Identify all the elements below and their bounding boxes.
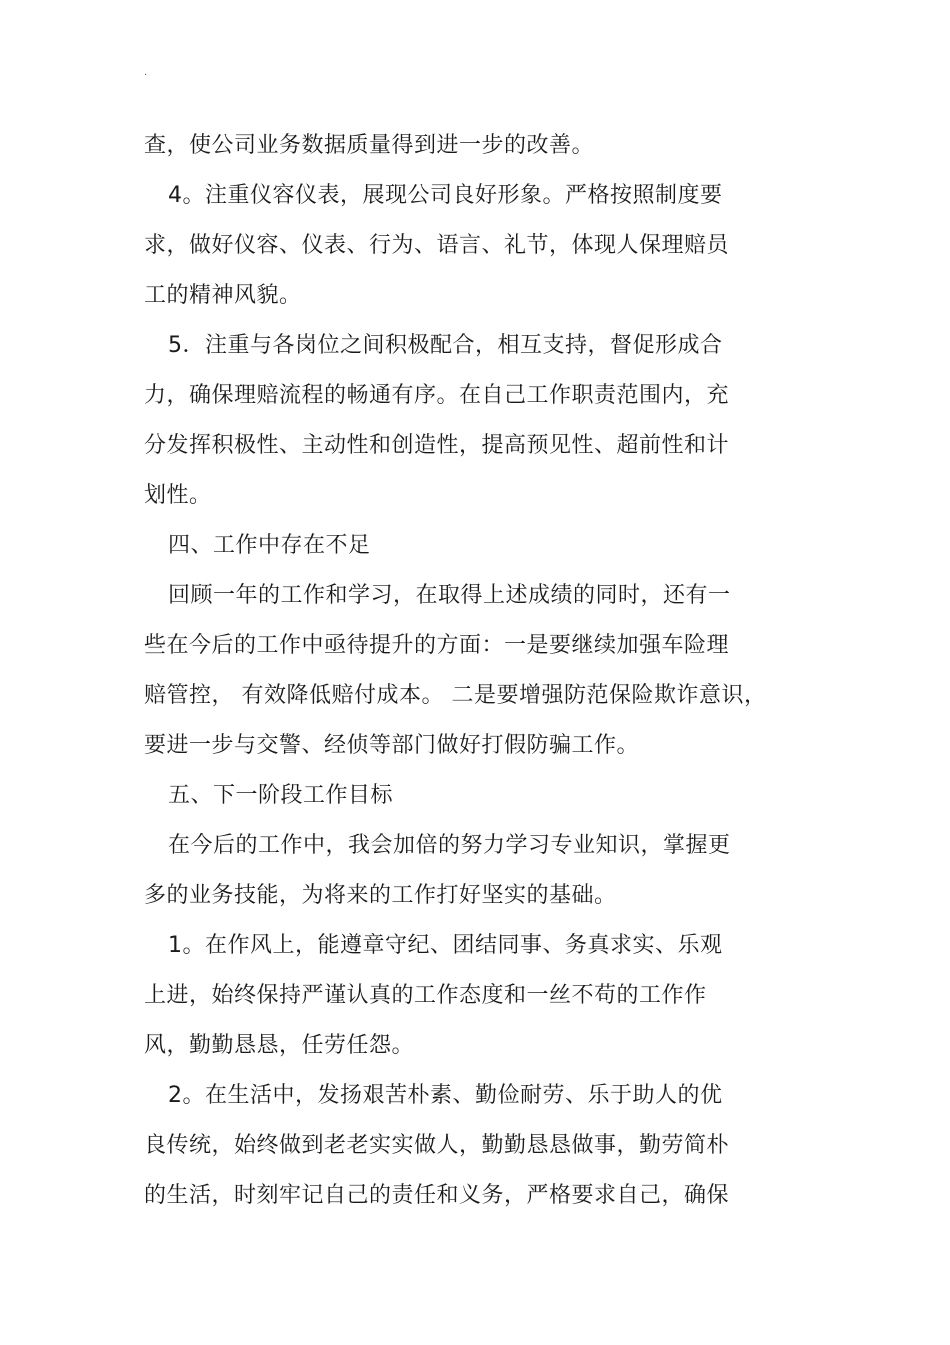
page-marker: · bbox=[144, 70, 148, 81]
text-line: 良传统，始终做到老老实实做人，勤勤恳恳做事，勤劳简朴 bbox=[144, 1133, 730, 1158]
section-heading: 五、下一阶段工作目标 bbox=[168, 783, 394, 808]
text-line: 5．注重与各岗位之间积极配合，相互支持，督促形成合 bbox=[168, 333, 723, 358]
text-line: 1。在作风上，能遵章守纪、团结同事、务真求实、乐观 bbox=[168, 933, 723, 958]
text-line: 查，使公司业务数据质量得到进一步的改善。 bbox=[144, 133, 595, 158]
text-line: 的生活，时刻牢记自己的责任和义务，严格要求自己，确保 bbox=[144, 1183, 730, 1208]
text-line: 些在今后的工作中亟待提升的方面：一是要继续加强车险理 bbox=[144, 633, 730, 658]
text-line: 多的业务技能，为将来的工作打好坚实的基础。 bbox=[144, 883, 617, 908]
text-line: 上进，始终保持严谨认真的工作态度和一丝不苟的工作作 bbox=[144, 983, 707, 1008]
text-line: 赔管控， 有效降低赔付成本。 二是要增强防范保险欺诈意识， bbox=[144, 683, 767, 708]
text-line: 回顾一年的工作和学习，在取得上述成绩的同时，还有一 bbox=[168, 583, 731, 608]
text-line: 力，确保理赔流程的畅通有序。在自己工作职责范围内，充 bbox=[144, 383, 730, 408]
text-line: 在今后的工作中，我会加倍的努力学习专业知识，掌握更 bbox=[168, 833, 731, 858]
text-line: 2。在生活中，发扬艰苦朴素、勤俭耐劳、乐于助人的优 bbox=[168, 1083, 723, 1108]
text-line: 划性。 bbox=[144, 483, 212, 508]
section-heading: 四、工作中存在不足 bbox=[168, 533, 371, 558]
text-line: 要进一步与交警、经侦等部门做好打假防骗工作。 bbox=[144, 733, 640, 758]
text-line: 风，勤勤恳恳，任劳任怨。 bbox=[144, 1033, 415, 1058]
text-line: 工的精神风貌。 bbox=[144, 283, 302, 308]
text-line: 4。注重仪容仪表，展现公司良好形象。严格按照制度要 bbox=[168, 183, 723, 208]
text-line: 分发挥积极性、主动性和创造性，提高预见性、超前性和计 bbox=[144, 433, 730, 458]
text-line: 求，做好仪容、仪表、行为、语言、礼节，体现人保理赔员 bbox=[144, 233, 730, 258]
